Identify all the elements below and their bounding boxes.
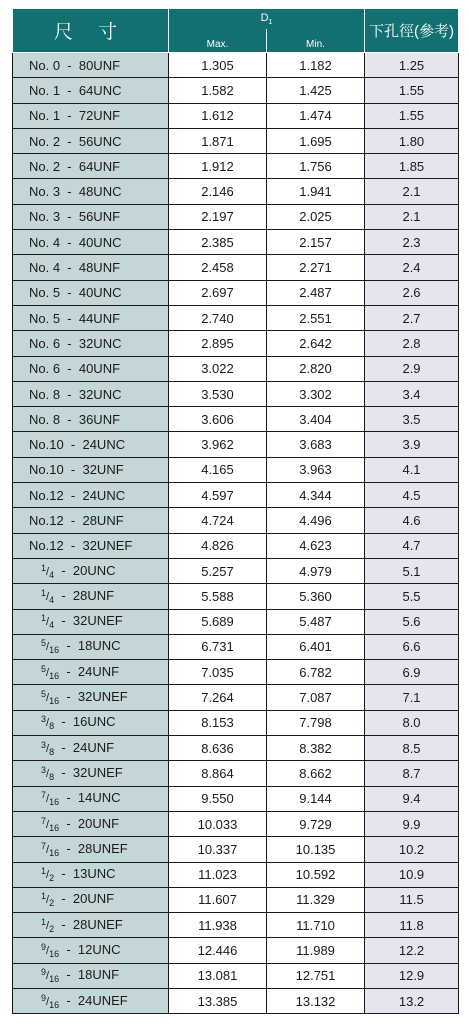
fraction-numerator: 7: [41, 790, 47, 801]
size-label: No. 6 - 32UNC: [29, 335, 122, 351]
cell-pilot-hole: 12.2: [365, 938, 459, 963]
cell-size: [13, 887, 169, 912]
cell-min: 7.087: [267, 685, 365, 710]
cell-pilot-hole: 9.9: [365, 811, 459, 836]
cell-size: [13, 584, 169, 609]
fraction-slash: /: [46, 666, 50, 679]
size-label: No. 1 - 64UNC: [29, 82, 122, 98]
cell-size: [13, 533, 169, 558]
table-row: [13, 331, 459, 356]
cell-min: 11.989: [267, 938, 365, 963]
size-label: - 24UNF: [59, 663, 120, 679]
cell-size: [13, 938, 169, 963]
fraction-denominator: 16: [49, 847, 60, 858]
cell-max: 8.153: [169, 710, 267, 735]
cell-size: [13, 761, 169, 786]
fraction-numerator: 1: [41, 587, 47, 598]
cell-pilot-hole: 11.5: [365, 887, 459, 912]
size-label: - 18UNF: [59, 967, 120, 983]
size-label: No. 4 - 48UNF: [29, 260, 121, 276]
table-row: [13, 558, 459, 583]
size-label: - 13UNC: [54, 866, 116, 882]
fraction-numerator: 9: [41, 942, 47, 953]
fraction-numerator: 1: [41, 916, 47, 927]
table-row: [13, 305, 459, 330]
header-size: 尺 寸: [13, 9, 169, 53]
table-body: [13, 53, 459, 1014]
cell-max: 4.724: [169, 508, 267, 533]
cell-max: 5.689: [169, 609, 267, 634]
table-row: [13, 887, 459, 912]
cell-max: 2.385: [169, 230, 267, 255]
table-row: [13, 255, 459, 280]
cell-size: [13, 558, 169, 583]
fraction-denominator: 16: [49, 974, 60, 985]
cell-pilot-hole: 4.1: [365, 457, 459, 482]
cell-min: 4.979: [267, 558, 365, 583]
cell-min: 13.132: [267, 988, 365, 1013]
cell-pilot-hole: 8.0: [365, 710, 459, 735]
thread-size-table: [12, 8, 459, 1014]
fraction-numerator: 3: [41, 714, 47, 725]
table-row: [13, 230, 459, 255]
table-row: [13, 736, 459, 761]
table-row: [13, 913, 459, 938]
cell-pilot-hole: 2.9: [365, 356, 459, 381]
fraction-denominator: 4: [49, 620, 55, 631]
fraction-numerator: 3: [41, 764, 47, 775]
table-row: [13, 660, 459, 685]
table-row: [13, 280, 459, 305]
cell-max: 5.588: [169, 584, 267, 609]
fraction-slash: /: [46, 692, 50, 705]
cell-min: 3.683: [267, 432, 365, 457]
cell-pilot-hole: 2.8: [365, 331, 459, 356]
cell-max: 2.740: [169, 305, 267, 330]
cell-max: 11.607: [169, 887, 267, 912]
fraction-denominator: 4: [49, 569, 55, 580]
size-label: No.10 - 24UNC: [29, 437, 126, 453]
cell-pilot-hole: 1.55: [365, 78, 459, 103]
table-row: [13, 938, 459, 963]
cell-min: 7.798: [267, 710, 365, 735]
size-label: - 24UNF: [54, 739, 115, 755]
table-row: [13, 356, 459, 381]
size-label: - 20UNC: [54, 562, 116, 578]
fraction-numerator: 1: [41, 891, 47, 902]
fraction-numerator: 1: [41, 613, 47, 624]
cell-size: [13, 53, 169, 78]
size-label: No.12 - 32UNEF: [29, 538, 133, 554]
table-row: [13, 381, 459, 406]
size-label: No. 4 - 40UNC: [29, 234, 122, 250]
cell-size: [13, 78, 169, 103]
cell-size: [13, 255, 169, 280]
cell-max: 6.731: [169, 634, 267, 659]
cell-pilot-hole: 10.2: [365, 837, 459, 862]
cell-size: [13, 634, 169, 659]
table-row: [13, 78, 459, 103]
fraction-numerator: 3: [41, 739, 47, 750]
table-row: [13, 837, 459, 862]
header-min: Min.: [267, 29, 365, 53]
size-label: No. 1 - 72UNF: [29, 108, 121, 124]
fraction-numerator: 5: [41, 689, 47, 700]
cell-size: [13, 154, 169, 179]
table-row: [13, 154, 459, 179]
cell-pilot-hole: 3.4: [365, 381, 459, 406]
cell-max: 11.938: [169, 913, 267, 938]
table-header: [13, 9, 459, 53]
cell-max: 2.458: [169, 255, 267, 280]
fraction-slash: /: [46, 869, 50, 882]
header-max: Max.: [169, 29, 267, 53]
size-label: - 28UNEF: [54, 916, 123, 932]
table-row: [13, 128, 459, 153]
fraction-numerator: 9: [41, 992, 47, 1003]
size-label: No. 3 - 56UNF: [29, 209, 121, 225]
fraction-slash: /: [46, 970, 50, 983]
fraction-denominator: 8: [49, 771, 55, 782]
fraction-numerator: 9: [41, 967, 47, 978]
cell-pilot-hole: 2.6: [365, 280, 459, 305]
cell-max: 1.305: [169, 53, 267, 78]
cell-max: 4.826: [169, 533, 267, 558]
fraction-slash: /: [46, 616, 50, 629]
cell-pilot-hole: 2.7: [365, 305, 459, 330]
cell-max: 7.035: [169, 660, 267, 685]
cell-min: 11.329: [267, 887, 365, 912]
cell-pilot-hole: 1.25: [365, 53, 459, 78]
size-label: No. 8 - 32UNC: [29, 386, 122, 402]
cell-size: [13, 179, 169, 204]
fraction-slash: /: [46, 793, 50, 806]
fraction-slash: /: [46, 742, 50, 755]
cell-max: 7.264: [169, 685, 267, 710]
cell-pilot-hole: 1.80: [365, 128, 459, 153]
cell-min: 3.302: [267, 381, 365, 406]
fraction-denominator: 8: [49, 721, 55, 732]
fraction-numerator: 7: [41, 840, 47, 851]
cell-max: 4.597: [169, 483, 267, 508]
cell-min: 10.135: [267, 837, 365, 862]
cell-size: [13, 736, 169, 761]
cell-size: [13, 483, 169, 508]
size-label: No.12 - 24UNC: [29, 487, 126, 503]
cell-pilot-hole: 2.3: [365, 230, 459, 255]
fraction-numerator: 7: [41, 815, 47, 826]
cell-size: [13, 609, 169, 634]
size-label: - 28UNF: [54, 587, 115, 603]
cell-pilot-hole: 8.5: [365, 736, 459, 761]
fraction-numerator: 5: [41, 663, 47, 674]
cell-pilot-hole: 2.1: [365, 204, 459, 229]
size-label: No.12 - 28UNF: [29, 512, 124, 528]
fraction-numerator: 1: [41, 562, 47, 573]
cell-max: 2.697: [169, 280, 267, 305]
cell-min: 9.144: [267, 786, 365, 811]
size-label: No. 3 - 48UNC: [29, 184, 122, 200]
fraction-denominator: 8: [49, 746, 55, 757]
fraction-slash: /: [46, 843, 50, 856]
cell-pilot-hole: 6.9: [365, 660, 459, 685]
cell-size: [13, 103, 169, 128]
cell-max: 1.612: [169, 103, 267, 128]
fraction-slash: /: [46, 945, 50, 958]
table-row: [13, 609, 459, 634]
cell-min: 1.695: [267, 128, 365, 153]
fraction-denominator: 2: [49, 873, 55, 884]
table-row: [13, 179, 459, 204]
cell-pilot-hole: 5.6: [365, 609, 459, 634]
size-label: - 16UNC: [54, 714, 116, 730]
cell-pilot-hole: 11.8: [365, 913, 459, 938]
cell-min: 2.820: [267, 356, 365, 381]
cell-size: [13, 508, 169, 533]
header-pilot-hole-ref: 下孔徑(參考): [365, 9, 459, 53]
cell-min: 2.551: [267, 305, 365, 330]
cell-max: 10.337: [169, 837, 267, 862]
cell-min: 1.474: [267, 103, 365, 128]
size-label: - 14UNC: [59, 790, 121, 806]
size-label: - 20UNF: [59, 815, 120, 831]
cell-pilot-hole: 12.9: [365, 963, 459, 988]
size-label: No.10 - 32UNF: [29, 462, 124, 478]
fraction-slash: /: [46, 767, 50, 780]
cell-pilot-hole: 4.5: [365, 483, 459, 508]
cell-size: [13, 457, 169, 482]
table-row: [13, 811, 459, 836]
cell-min: 11.710: [267, 913, 365, 938]
table-row: [13, 988, 459, 1013]
cell-pilot-hole: 10.9: [365, 862, 459, 887]
cell-size: [13, 128, 169, 153]
cell-min: 2.642: [267, 331, 365, 356]
cell-size: [13, 988, 169, 1013]
cell-max: 12.446: [169, 938, 267, 963]
cell-max: 8.864: [169, 761, 267, 786]
cell-max: 3.606: [169, 407, 267, 432]
cell-size: [13, 356, 169, 381]
size-label: No. 2 - 64UNF: [29, 158, 121, 174]
cell-size: [13, 913, 169, 938]
header-d1: [169, 9, 365, 30]
table-row: [13, 584, 459, 609]
cell-pilot-hole: 4.6: [365, 508, 459, 533]
fraction-denominator: 4: [49, 594, 55, 605]
size-label: No. 5 - 44UNF: [29, 310, 121, 326]
cell-min: 9.729: [267, 811, 365, 836]
size-label: No. 5 - 40UNC: [29, 285, 122, 301]
cell-min: 5.360: [267, 584, 365, 609]
table-row: [13, 508, 459, 533]
cell-min: 2.025: [267, 204, 365, 229]
cell-min: 1.941: [267, 179, 365, 204]
cell-size: [13, 381, 169, 406]
fraction-slash: /: [46, 565, 50, 578]
fraction-slash: /: [46, 590, 50, 603]
cell-size: [13, 305, 169, 330]
fraction-slash: /: [46, 717, 50, 730]
fraction-denominator: 16: [49, 999, 60, 1010]
fraction-slash: /: [46, 641, 50, 654]
size-label: No. 2 - 56UNC: [29, 133, 122, 149]
cell-size: [13, 786, 169, 811]
fraction-slash: /: [46, 919, 50, 932]
table-row: [13, 483, 459, 508]
header-d1-symbol: D: [260, 11, 269, 24]
cell-max: 10.033: [169, 811, 267, 836]
cell-max: 11.023: [169, 862, 267, 887]
cell-max: 4.165: [169, 457, 267, 482]
table-row: [13, 457, 459, 482]
cell-pilot-hole: 5.5: [365, 584, 459, 609]
cell-min: 8.662: [267, 761, 365, 786]
cell-max: 2.197: [169, 204, 267, 229]
size-label: - 18UNC: [59, 638, 121, 654]
table-row: [13, 761, 459, 786]
cell-pilot-hole: 13.2: [365, 988, 459, 1013]
cell-pilot-hole: 8.7: [365, 761, 459, 786]
fraction-slash: /: [46, 894, 50, 907]
table-row: [13, 786, 459, 811]
fraction-numerator: 1: [41, 866, 47, 877]
cell-pilot-hole: 3.9: [365, 432, 459, 457]
cell-max: 13.385: [169, 988, 267, 1013]
fraction-denominator: 16: [49, 822, 60, 833]
size-label: - 32UNEF: [59, 689, 128, 705]
cell-pilot-hole: 2.1: [365, 179, 459, 204]
cell-max: 3.962: [169, 432, 267, 457]
thread-size-table-container: [12, 8, 458, 1014]
fraction-numerator: 5: [41, 638, 47, 649]
table-row: [13, 862, 459, 887]
cell-size: [13, 230, 169, 255]
size-label: - 28UNEF: [59, 840, 128, 856]
table-row: [13, 204, 459, 229]
cell-pilot-hole: 4.7: [365, 533, 459, 558]
cell-min: 3.404: [267, 407, 365, 432]
cell-min: 5.487: [267, 609, 365, 634]
table-row: [13, 634, 459, 659]
table-row: [13, 533, 459, 558]
cell-min: 4.344: [267, 483, 365, 508]
cell-min: 4.623: [267, 533, 365, 558]
cell-min: 4.496: [267, 508, 365, 533]
cell-min: 12.751: [267, 963, 365, 988]
size-label: No. 8 - 36UNF: [29, 411, 121, 427]
fraction-denominator: 2: [49, 923, 55, 934]
cell-size: [13, 660, 169, 685]
cell-size: [13, 811, 169, 836]
cell-pilot-hole: 1.85: [365, 154, 459, 179]
cell-max: 8.636: [169, 736, 267, 761]
size-label: - 24UNEF: [59, 992, 128, 1008]
cell-max: 13.081: [169, 963, 267, 988]
fraction-slash: /: [46, 995, 50, 1008]
cell-pilot-hole: 3.5: [365, 407, 459, 432]
table-row: [13, 710, 459, 735]
cell-pilot-hole: 6.6: [365, 634, 459, 659]
fraction-denominator: 16: [49, 797, 60, 808]
cell-size: [13, 837, 169, 862]
table-row: [13, 432, 459, 457]
cell-min: 10.592: [267, 862, 365, 887]
cell-min: 6.782: [267, 660, 365, 685]
fraction-denominator: 2: [49, 898, 55, 909]
cell-max: 2.895: [169, 331, 267, 356]
cell-max: 1.582: [169, 78, 267, 103]
table-row: [13, 103, 459, 128]
header-d1-subscript: 1: [268, 19, 273, 27]
size-label: - 12UNC: [59, 942, 121, 958]
cell-min: 2.271: [267, 255, 365, 280]
cell-max: 9.550: [169, 786, 267, 811]
size-label: No. 6 - 40UNF: [29, 361, 121, 377]
cell-size: [13, 862, 169, 887]
cell-max: 1.871: [169, 128, 267, 153]
cell-max: 3.022: [169, 356, 267, 381]
cell-min: 1.425: [267, 78, 365, 103]
cell-pilot-hole: 5.1: [365, 558, 459, 583]
table-row: [13, 685, 459, 710]
cell-size: [13, 432, 169, 457]
size-label: - 20UNF: [54, 891, 115, 907]
cell-size: [13, 407, 169, 432]
cell-pilot-hole: 2.4: [365, 255, 459, 280]
fraction-slash: /: [46, 818, 50, 831]
cell-max: 2.146: [169, 179, 267, 204]
size-label: - 32UNEF: [54, 764, 123, 780]
table-row: [13, 407, 459, 432]
cell-max: 3.530: [169, 381, 267, 406]
cell-size: [13, 204, 169, 229]
table-row: [13, 963, 459, 988]
cell-max: 1.912: [169, 154, 267, 179]
cell-size: [13, 280, 169, 305]
cell-pilot-hole: 9.4: [365, 786, 459, 811]
size-label: No. 0 - 80UNF: [29, 57, 121, 73]
cell-size: [13, 331, 169, 356]
cell-min: 2.487: [267, 280, 365, 305]
cell-min: 1.756: [267, 154, 365, 179]
cell-min: 1.182: [267, 53, 365, 78]
cell-size: [13, 685, 169, 710]
table-row: [13, 53, 459, 78]
cell-min: 6.401: [267, 634, 365, 659]
cell-pilot-hole: 1.55: [365, 103, 459, 128]
cell-pilot-hole: 7.1: [365, 685, 459, 710]
cell-size: [13, 963, 169, 988]
cell-min: 2.157: [267, 230, 365, 255]
cell-max: 5.257: [169, 558, 267, 583]
fraction-denominator: 16: [49, 696, 60, 707]
cell-min: 8.382: [267, 736, 365, 761]
fraction-denominator: 16: [49, 645, 60, 656]
fraction-denominator: 16: [49, 949, 60, 960]
cell-min: 3.963: [267, 457, 365, 482]
size-label: - 32UNEF: [54, 613, 123, 629]
fraction-denominator: 16: [49, 670, 60, 681]
cell-size: [13, 710, 169, 735]
